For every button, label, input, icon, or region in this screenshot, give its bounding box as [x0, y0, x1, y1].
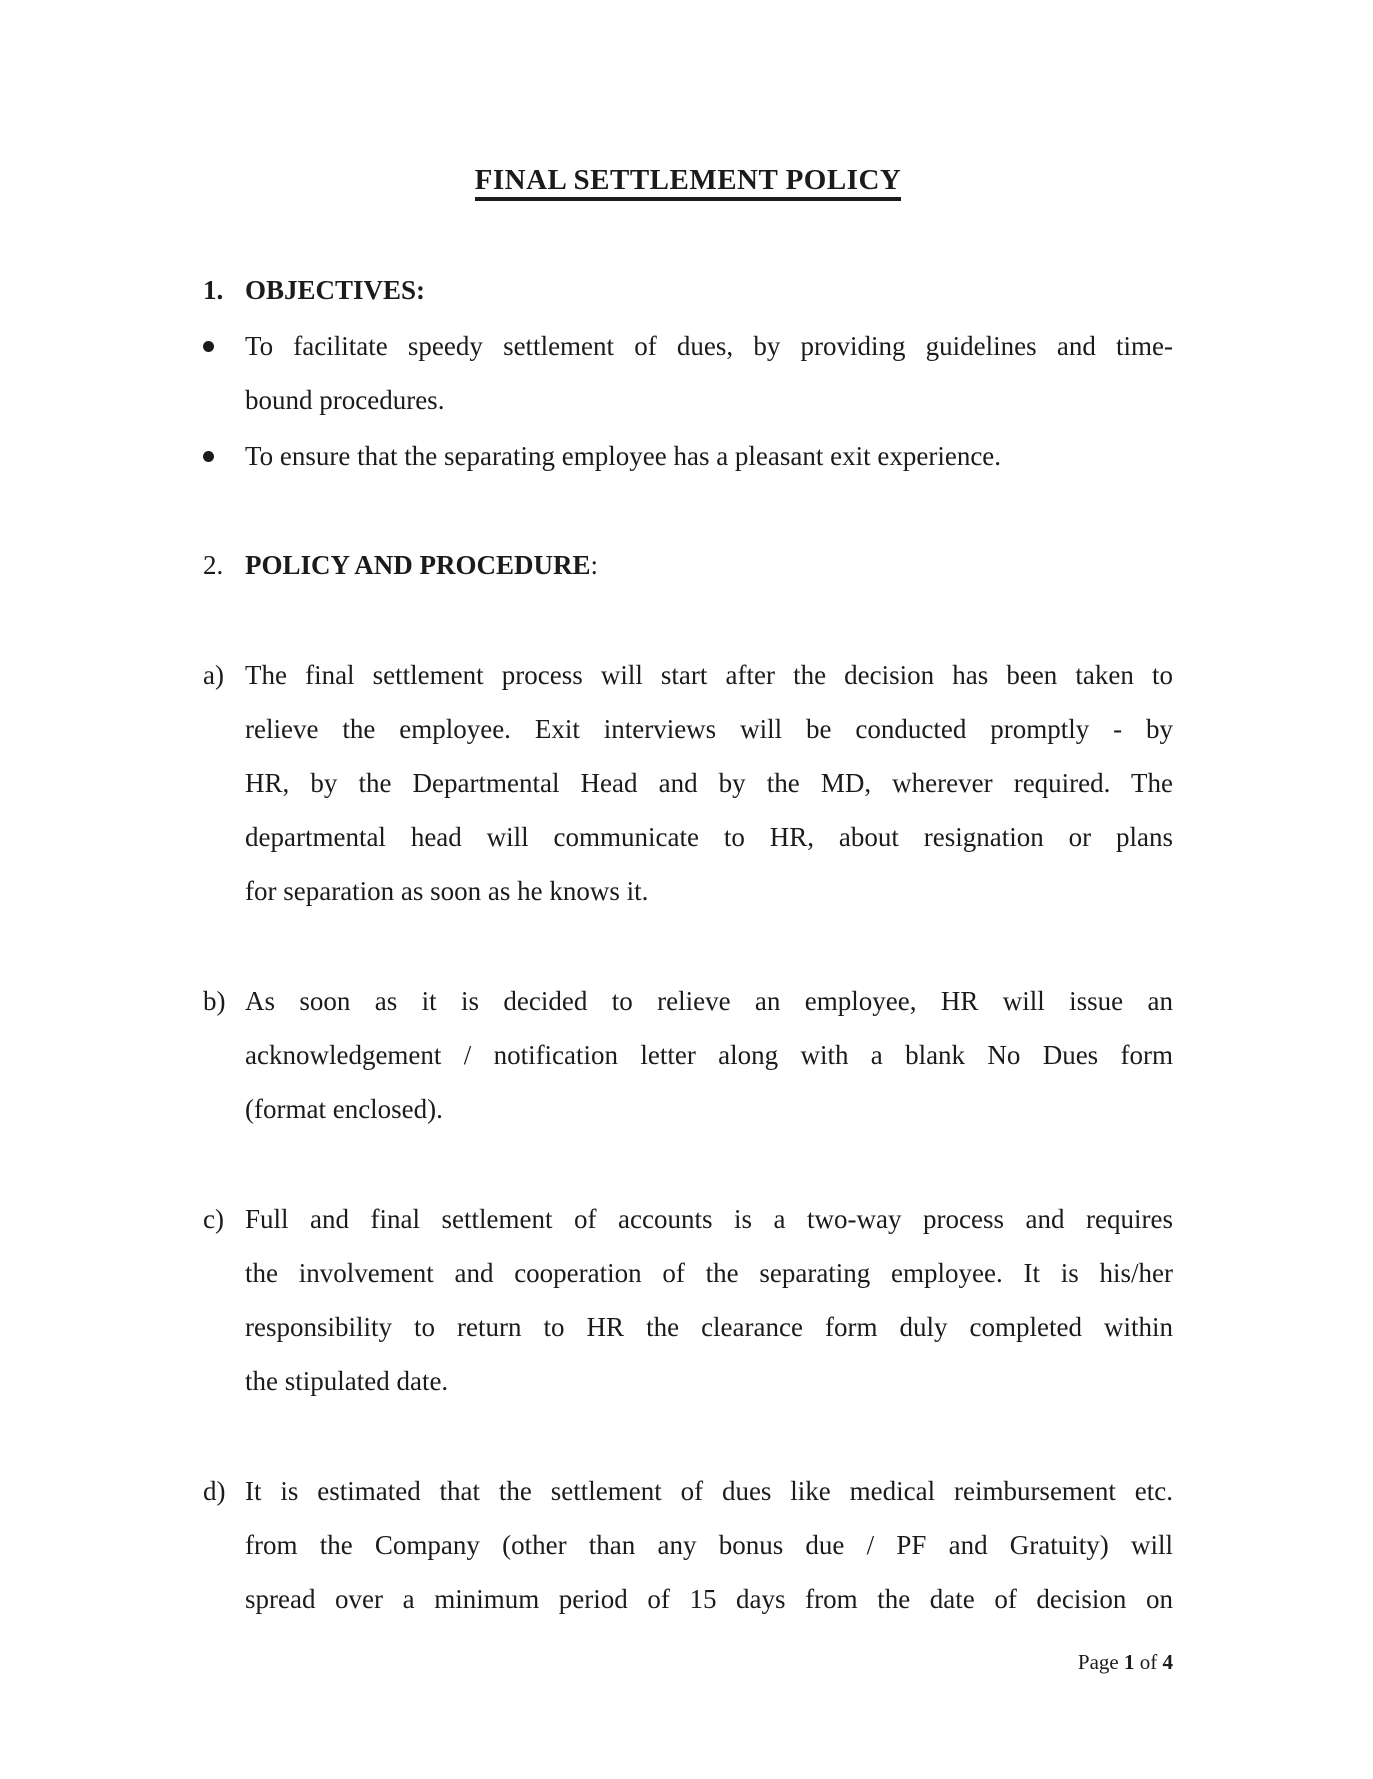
paragraph-line: bound procedures. [245, 385, 445, 415]
list-item-text-a [245, 648, 1173, 918]
footer-page-word: Page [1077, 1650, 1119, 1674]
paragraph-line: The final settlement process will start after the decision has been taken to [245, 660, 1173, 690]
section-title-policy: POLICY AND PROCEDURE [245, 550, 591, 580]
footer-total-pages: 4 [1162, 1650, 1173, 1674]
list-item-label-a: a) [203, 660, 224, 690]
list-item-label-d: d) [203, 1476, 226, 1506]
section-heading-policy [203, 538, 1173, 592]
bullet-text [245, 429, 1173, 483]
paragraph-line: To ensure that the separating employee has a pleasant exit experience. [245, 441, 1002, 471]
paragraph-line: responsibility to return to HR the clearance form duly completed within [245, 1312, 1173, 1342]
list-item-text-c [245, 1192, 1173, 1408]
list-item-label-c: c) [203, 1204, 224, 1234]
section-title-objectives: OBJECTIVES: [245, 275, 426, 305]
bullet-marker [203, 429, 245, 483]
bullet-icon [203, 341, 214, 352]
paragraph-line: Full and final settlement of accounts is a two-way process and requires [245, 1204, 1173, 1234]
section-heading-objectives [203, 263, 1173, 317]
paragraph-line: HR, by the Departmental Head and by the MD, wherever required. The [245, 768, 1173, 798]
list-item-text-d [245, 1464, 1173, 1626]
list-item-label-b: b) [203, 986, 226, 1016]
title-row [203, 153, 1173, 207]
paragraph-line: relieve the employee. Exit interviews will be conducted promptly - by [245, 714, 1173, 744]
paragraph-line: the stipulated date. [245, 1366, 449, 1396]
list-item-text-b [245, 974, 1173, 1136]
paragraph-line: for separation as soon as he knows it. [245, 876, 649, 906]
list-item-c [203, 1192, 1173, 1408]
footer-page-number: 1 [1124, 1650, 1135, 1674]
list-item-b [203, 974, 1173, 1136]
list-item-a [203, 648, 1173, 918]
paragraph-line: acknowledgement / notification letter along with a blank No Dues form [245, 1040, 1173, 1070]
paragraph-line: from the Company (other than any bonus due / PF and Gratuity) will [245, 1530, 1173, 1560]
paragraph-line: spread over a minimum period of 15 days from the date of decision on [245, 1584, 1173, 1614]
document-title: FINAL SETTLEMENT POLICY [475, 164, 902, 201]
footer-of-word: of [1139, 1650, 1158, 1674]
page-footer [203, 1646, 1173, 1679]
bullet-icon [203, 451, 214, 462]
paragraph-line: It is estimated that the settlement of dues like medical reimbursement etc. [245, 1476, 1173, 1506]
bullet-marker [203, 319, 245, 373]
section-number-policy: 2. [203, 550, 224, 580]
bullet-item [203, 429, 1173, 483]
paragraph-line: the involvement and cooperation of the separating employee. It is his/her [245, 1258, 1173, 1288]
section-number-objectives: 1. [203, 275, 224, 305]
bullet-text [245, 319, 1173, 427]
paragraph-line: As soon as it is decided to relieve an employee, HR will issue an [245, 986, 1173, 1016]
section-title-colon: : [590, 550, 599, 580]
paragraph-line: departmental head will communicate to HR, about resignation or plans [245, 822, 1173, 852]
paragraph-line: (format enclosed). [245, 1094, 443, 1124]
paragraph-line: To facilitate speedy settlement of dues, by providing guidelines and time- [245, 331, 1173, 361]
bullet-item [203, 319, 1173, 427]
list-item-d [203, 1464, 1173, 1626]
